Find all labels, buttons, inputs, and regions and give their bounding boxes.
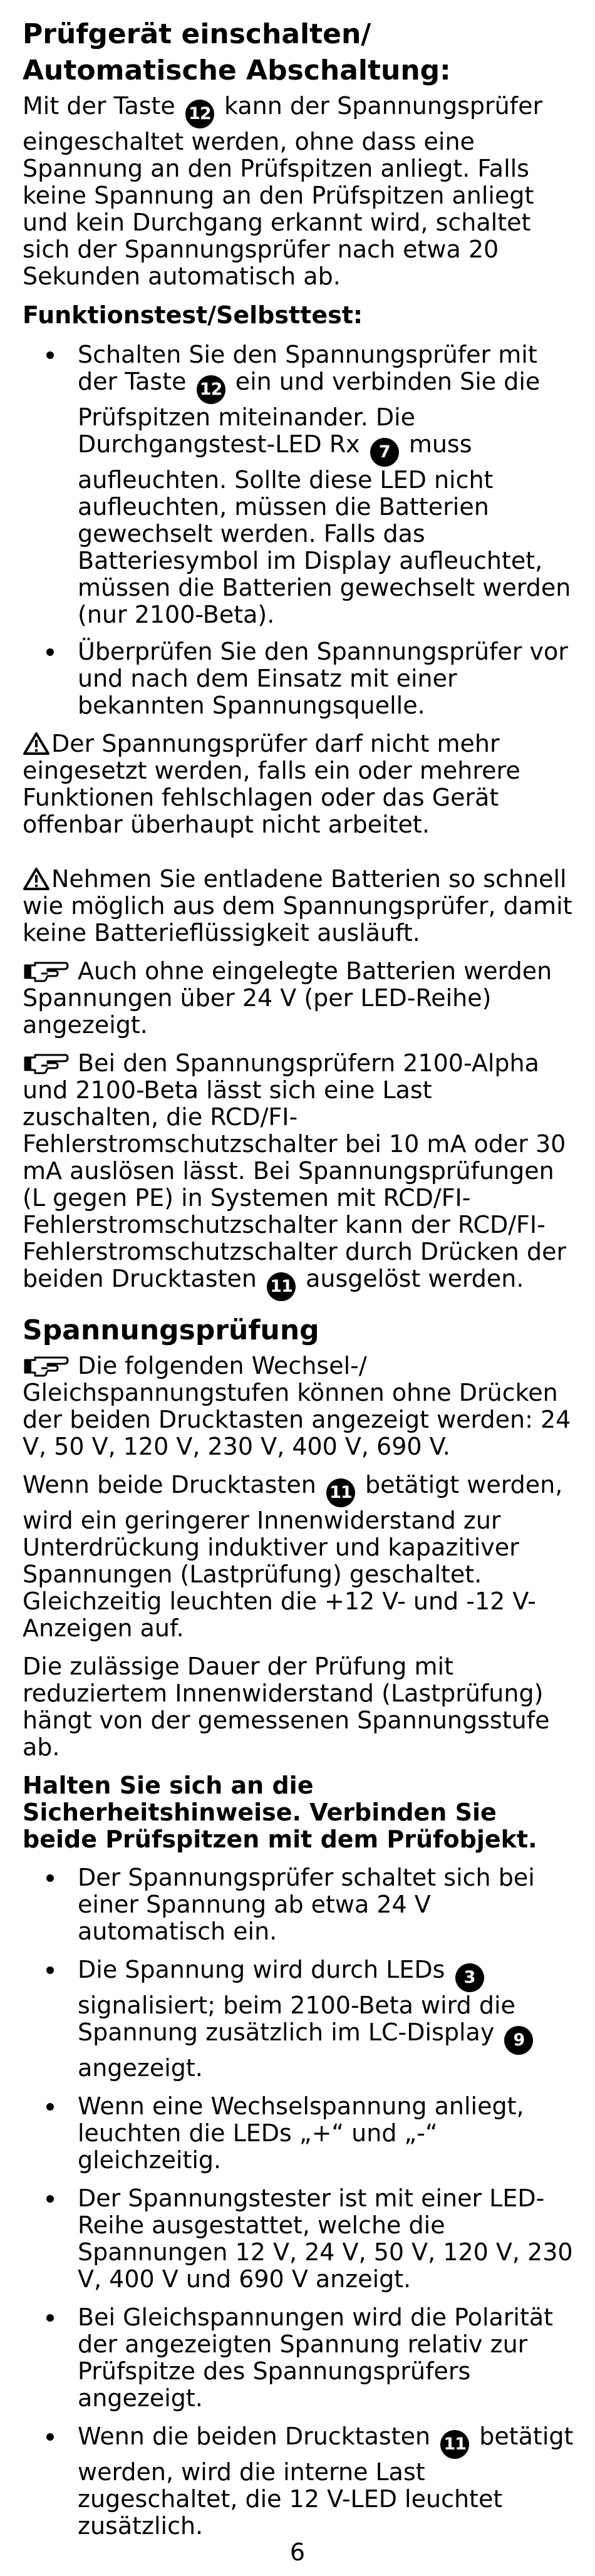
bullet-icon: [46, 2433, 54, 2441]
hint-note: Bei den Spannungsprüfern 2100-Alpha und 2100-Beta lässt sich eine Last zuschalten, die RCD/FI-Fehlerstromschutzschalter bei 10 mA oder 30 mA auslösen lässt. Bei Spannungsprüfungen (L gegen PE) in Systemen mit RCD/FI-Fehlerstromschutzschalter kann der RCD/FI-Fehlerstromschutzschalter durch Drücken der beiden Drucktasten 11 ausgelöst werden.: [23, 1050, 575, 1301]
callout-number-badge: 3: [455, 1963, 484, 1992]
list-item: Wenn die beiden Drucktasten 11 betätigt werden, wird die interne Last zugeschaltet, die 12 V-LED leuchtet zusätzlich.: [23, 2423, 575, 2540]
callout-number-badge: 12: [197, 375, 225, 404]
list-item: Überprüfen Sie den Spannungsprüfer vor und nach dem Einsatz mit einer bekannten Spannungsquelle.: [23, 638, 575, 719]
bullet-icon: [46, 1874, 54, 1882]
paragraph-power-on: Mit der Taste 12 kann der Spannungsprüfer eingeschaltet werden, ohne dass eine Spannung an den Prüfspitzen anliegt. Falls keine Spannung an den Prüfspitzen anliegt und kein Durchgang erkannt wird, schaltet sich der Spannungsprüfer nach etwa 20 Sekunden automatisch ab.: [23, 92, 543, 290]
list-item: Die Spannung wird durch LEDs 3 signalisiert; beim 2100-Beta wird die Spannung zusätzlich im LC-Display 9 angezeigt.: [23, 1956, 575, 2082]
list-item: Bei Gleichspannungen wird die Polarität der angezeigten Spannung relativ zur Prüfspitze des Spannungsprüfers angezeigt.: [23, 2304, 575, 2412]
voltage-test-list: [23, 1864, 575, 2540]
bullet-icon: [46, 351, 54, 359]
bullet-icon: [46, 648, 54, 656]
warning-note: Nehmen Sie entladene Batterien so schnell wie möglich aus dem Spannungsprüfer, damit keine Batterieflüssigkeit ausläuft.: [23, 865, 572, 947]
pointing-hand-icon: [23, 1355, 69, 1378]
bullet-icon: [46, 1966, 54, 1974]
subheading-self-test: Funktionstest/Selbsttest:: [23, 301, 363, 329]
safety-instruction: Halten Sie sich an die Sicherheitshinweise. Verbinden Sie beide Prüfspitzen mit dem Prüfobjekt.: [23, 1772, 537, 1853]
paragraph-load-test: Wenn beide Drucktasten 11 betätigt werden, wird ein geringerer Innenwiderstand zur Unterdrückung induktiver und kapazitiver Spannungen (Lastprüfung) geschaltet. Gleichzeitig leuchten die +12 V- und -12 V-Anzeigen auf.: [23, 1471, 563, 1642]
callout-number-badge: 7: [370, 438, 399, 467]
warning-note: Der Spannungsprüfer darf nicht mehr eingesetzt werden, falls ein oder mehrere Funktionen fehlschlagen oder das Gerät offenbar überhaupt nicht arbeitet.: [23, 730, 520, 838]
section-title-line1: Prüfgerät einschalten/: [23, 18, 371, 50]
pointing-hand-icon: [23, 960, 69, 983]
list-item: Der Spannungsprüfer schaltet sich bei einer Spannung ab etwa 24 V automatisch ein.: [23, 1864, 575, 1945]
bullet-icon: [46, 2195, 54, 2203]
hint-note: Auch ohne eingelegte Batterien werden Spannungen über 24 V (per LED-Reihe) angezeigt.: [23, 957, 552, 1039]
list-item: Der Spannungstester ist mit einer LED-Reihe ausgestattet, welche die Spannungen 12 V, 24 V, 50 V, 120 V, 230 V, 400 V und 690 V anzeigt.: [23, 2185, 575, 2293]
list-item: Schalten Sie den Spannungsprüfer mit der Taste 12 ein und verbinden Sie die Prüfspitzen miteinander. Die Durchgangstest-LED Rx 7 muss aufleuchten. Sollte diese LED nicht aufleuchten, müssen die Batterien gewechselt werden. Falls das Batteriesymbol im Display aufleuchtet, müssen die Batterien gewechselt werden (nur 2100-Beta).: [23, 341, 575, 628]
warning-triangle-icon: [23, 867, 50, 891]
self-test-list: [23, 341, 575, 719]
bullet-icon: [46, 2314, 54, 2322]
hint-note: Die folgenden Wechsel-/ Gleichspannungstufen können ohne Drücken der beiden Drucktasten angezeigt werden: 24 V, 50 V, 120 V, 230 V, 400 V, 690 V.: [23, 1352, 571, 1460]
callout-number-badge: 11: [440, 2430, 469, 2459]
pointing-hand-icon: [23, 1052, 69, 1075]
page-number: 6: [289, 2538, 306, 2566]
callout-number-badge: 9: [504, 2026, 533, 2055]
bullet-icon: [46, 2103, 54, 2111]
callout-number-badge: 11: [326, 1478, 355, 1507]
section-title-voltage-test: Spannungsprüfung: [23, 1314, 319, 1346]
warning-triangle-icon: [23, 732, 50, 756]
section-title-line2: Automatische Abschaltung:: [23, 55, 451, 86]
callout-number-badge: 11: [267, 1272, 296, 1301]
callout-number-badge: 12: [185, 100, 214, 128]
paragraph-test-duration: Die zulässige Dauer der Prüfung mit reduziertem Innenwiderstand (Lastprüfung) hängt von der gemessenen Spannungsstufe ab.: [23, 1653, 550, 1761]
manual-page: [23, 16, 575, 2551]
list-item: Wenn eine Wechselspannung anliegt, leuchten die LEDs „+“ und „-“ gleichzeitig.: [23, 2093, 575, 2174]
